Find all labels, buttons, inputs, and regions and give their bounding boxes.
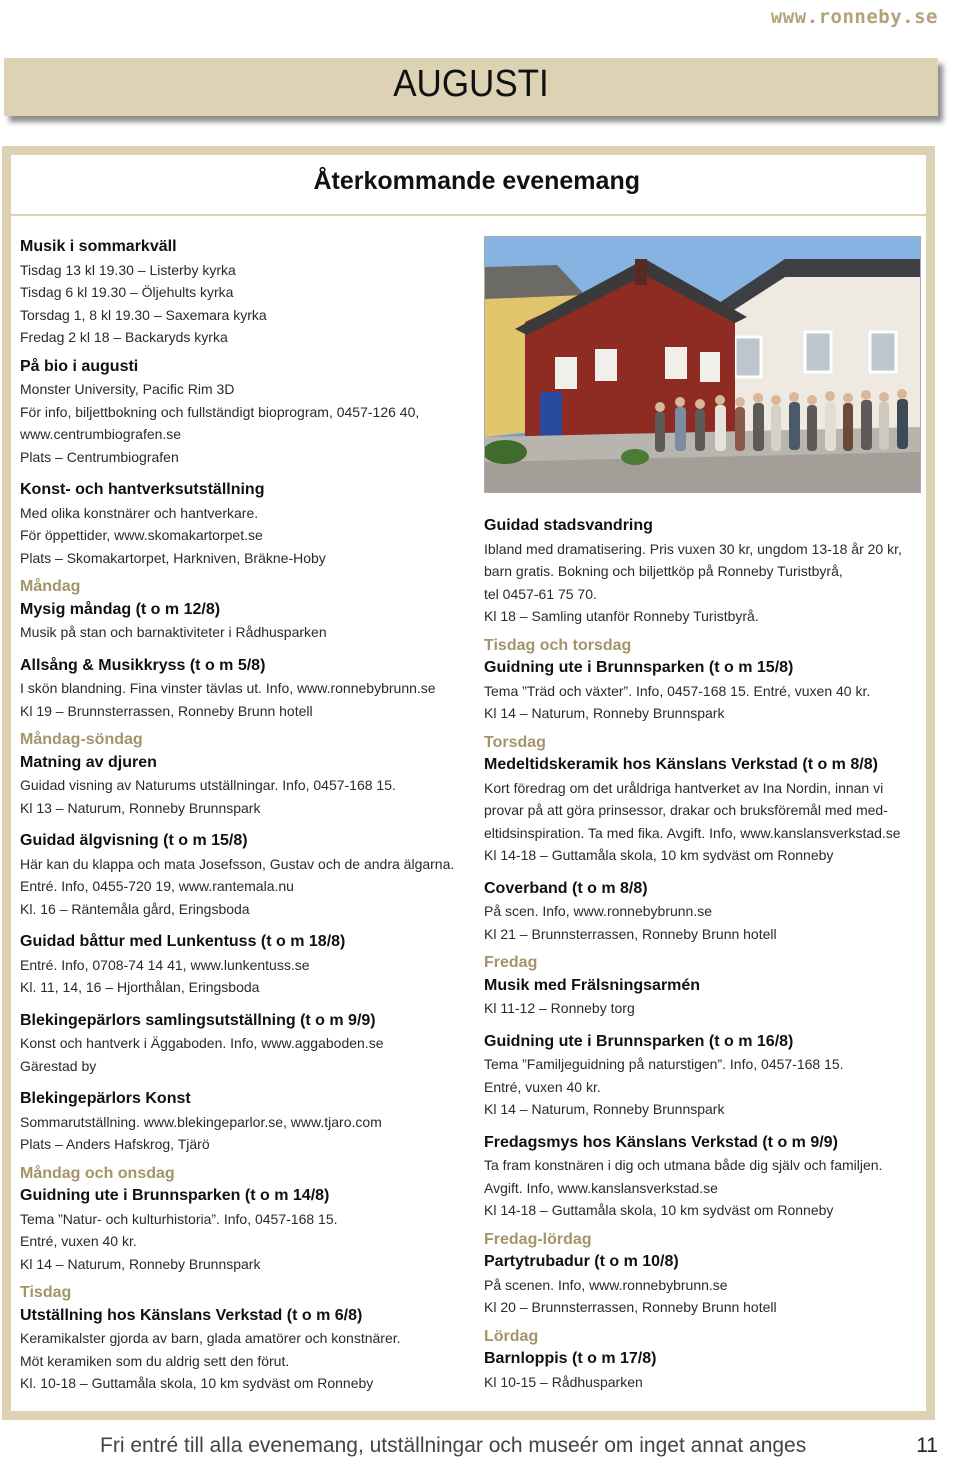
event-detail: Kl 14 – Naturum, Ronneby Brunnspark (484, 705, 725, 721)
event-detail: Kl 14-18 – Guttamåla skola, 10 km sydväst om Ronneby (484, 1202, 834, 1218)
event-detail: Kl 13 – Naturum, Ronneby Brunnspark (20, 799, 261, 816)
event-detail: Entré, vuxen 40 kr. (484, 1078, 601, 1095)
event-title: Guidning ute i Brunnsparken (t o m 16/8) (484, 1032, 794, 1050)
event-title: På bio i augusti (20, 357, 139, 375)
event-detail: Tema ”Familjeguidning på naturstigen”. Info, 0457-168 15. (484, 1056, 844, 1072)
event-detail: Entré. Info, 0708-74 14 41, www.lunkentuss.se (20, 956, 310, 973)
event-detail: Kl 21 – Brunnsterrassen, Ronneby Brunn hotell (484, 925, 777, 942)
spacer (20, 1275, 470, 1282)
event-detail: För öppettider, www.skomakartorpet.se (20, 527, 263, 543)
spacer (484, 628, 924, 635)
spacer (20, 819, 470, 830)
footer-note: Fri entré till alla evenemang, utställningar och museér om inget annat anges (100, 1434, 807, 1457)
event-title: Mysig måndag (t o m 12/8) (20, 600, 221, 618)
event-detail: Kl 18 – Samling utanför Ronneby Turistbyrå. (484, 608, 759, 624)
event-title: Partytrubadur (t o m 10/8) (484, 1253, 679, 1270)
event-detail: tel 0457-61 75 70. (484, 585, 597, 602)
guided-walk-photo (484, 236, 921, 493)
event-title: Guidning ute i Brunnsparken (t o m 15/8) (484, 659, 794, 676)
day-heading: Måndag-söndag (20, 731, 143, 748)
event-detail: För info, biljettbokning och fullständigt bioprogram, 0457-126 40, (20, 403, 420, 420)
event-detail: Konst och hantverk i Äggaboden. Info, www.aggaboden.se (20, 1035, 384, 1051)
left-column (20, 236, 470, 1395)
day-heading: Torsdag (484, 733, 546, 751)
event-detail: eltidsinspiration. Ta med fika. Avgift. Info, www.kanslansverkstad.se (484, 824, 901, 841)
event-detail: Tema ”Natur- och kulturhistoria”. Info, 0457-168 15. (20, 1210, 338, 1227)
event-title: Matning av djuren (20, 753, 157, 771)
spacer (484, 1020, 924, 1031)
event-detail: Torsdag 1, 8 kl 19.30 – Saxemara kyrka (20, 306, 267, 323)
event-detail: Keramikalster gjorda av barn, glada amatörer och konstnärer. (20, 1330, 401, 1346)
event-title: Utställning hos Känslans Verkstad (t o m 6/8) (20, 1306, 363, 1324)
spacer (484, 725, 924, 732)
event-title: Allsång & Musikkryss (t o m 5/8) (20, 656, 266, 674)
event-title: Konst- och hantverksutställning (20, 481, 265, 498)
event-detail: Kl. 10-18 – Guttamåla skola, 10 km sydväst om Ronneby (20, 1375, 374, 1391)
event-detail: Här kan du klappa och mata Josefsson, Gustav och de andra älgarna. (20, 855, 455, 872)
event-detail: Kl. 11, 14, 16 – Hjorthålan, Eringsboda (20, 979, 260, 995)
event-detail: Entré. Info, 0455-720 19, www.rantemala.nu (20, 878, 294, 894)
event-detail: Ta fram konstnären i dig och utmana både dig själv och familjen. (484, 1157, 883, 1173)
spacer (20, 722, 470, 729)
event-detail: Musik på stan och barnaktiviteter i Rådhusparken (20, 624, 327, 640)
event-detail: Sommarutställning. www.blekingeparlor.se, www.tjaro.com (20, 1113, 382, 1130)
event-detail: Gärestad by (20, 1057, 97, 1074)
day-heading: Tisdag (20, 1284, 72, 1301)
event-detail: Med olika konstnärer och hantverkare. (20, 504, 259, 521)
event-detail: Avgift. Info, www.kanslansverkstad.se (484, 1179, 718, 1196)
spacer (484, 1319, 924, 1326)
page-number: 11 (916, 1434, 938, 1457)
spacer (484, 945, 924, 952)
event-detail: Monster University, Pacific Rim 3D (20, 381, 235, 397)
event-detail: Plats – Anders Hafskrog, Tjärö (20, 1136, 210, 1152)
event-detail: Tisdag 6 kl 19.30 – Öljehults kyrka (20, 284, 234, 300)
event-detail: barn gratis. Bokning och biljettköp på Ronneby Turistbyrå, (484, 563, 843, 579)
photo-illustration (485, 237, 921, 493)
event-detail: Fredag 2 kl 18 – Backaryds kyrka (20, 329, 228, 345)
event-detail: På scen. Info, www.ronnebybrunn.se (484, 903, 713, 919)
event-detail: I skön blandning. Fina vinster tävlas ut. Info, www.ronnebybrunn.se (20, 680, 436, 696)
event-detail: Kl 19 – Brunnsterrassen, Ronneby Brunn hotell (20, 702, 313, 719)
spacer (484, 1121, 924, 1132)
event-detail: www.centrumbiografen.se (20, 426, 182, 442)
event-detail: provar på att göra prinsessor, drakar och bruksföremål med med- (484, 802, 888, 818)
site-url[interactable]: www.ronneby.se (770, 6, 938, 28)
event-detail: Kl 10-15 – Rådhusparken (484, 1373, 643, 1390)
day-heading: Måndag och onsdag (20, 1164, 175, 1182)
day-heading: Måndag (20, 578, 81, 595)
event-detail: Kl 14-18 – Guttamåla skola, 10 km sydväst om Ronneby (484, 847, 834, 863)
event-title: Guidad båttur med Lunkentuss (t o m 18/8) (20, 933, 346, 950)
event-detail: Möt keramiken som du aldrig sett den förut. (20, 1352, 290, 1369)
spacer (484, 1222, 924, 1229)
day-heading: Fredag-lördag (484, 1230, 592, 1248)
day-heading: Tisdag och torsdag (484, 636, 632, 654)
event-title: Medeltidskeramik hos Känslans Verkstad (t o m 8/8) (484, 756, 878, 773)
event-detail: Kort föredrag om det uråldriga hantverket av Ina Nordin, innan vi (484, 779, 884, 796)
spacer (20, 1156, 470, 1163)
section-title: Återkommande evenemang (313, 167, 640, 195)
right-column (484, 515, 924, 1393)
spacer (20, 569, 470, 576)
event-detail: Plats – Skomakartorpet, Harkniven, Bräkne-Hoby (20, 549, 326, 566)
event-title: Coverband (t o m 8/8) (484, 879, 648, 897)
event-detail: Tema ”Träd och växter”. Info, 0457-168 15. Entré, vuxen 40 kr. (484, 682, 871, 699)
event-title: Musik i sommarkväll (20, 238, 177, 255)
event-title: Musik med Frälsningsarmén (484, 976, 701, 994)
spacer (20, 349, 470, 356)
month-title: AUGUSTI (393, 62, 549, 105)
spacer (484, 867, 924, 878)
event-title: Barnloppis (t o m 17/8) (484, 1350, 657, 1367)
event-title: Blekingepärlors samlingsutställning (t o m 9/9) (20, 1011, 376, 1029)
event-detail: Ibland med dramatisering. Pris vuxen 30 kr, ungdom 13-18 år 20 kr, (484, 540, 902, 557)
event-detail: Guidad visning av Naturums utställningar. Info, 0457-168 15. (20, 777, 396, 793)
event-detail: Kl 14 – Naturum, Ronneby Brunnspark (20, 1255, 261, 1272)
event-detail: Kl 20 – Brunnsterrassen, Ronneby Brunn hotell (484, 1299, 777, 1315)
event-title: Blekingepärlors Konst (20, 1090, 191, 1107)
event-detail: Tisdag 13 kl 19.30 – Listerby kyrka (20, 261, 236, 278)
spacer (20, 468, 470, 479)
event-detail: Kl. 16 – Räntemåla gård, Eringsboda (20, 900, 250, 917)
section-divider (11, 214, 926, 216)
day-heading: Fredag (484, 954, 538, 971)
event-detail: Plats – Centrumbiografen (20, 448, 179, 465)
event-detail: På scenen. Info, www.ronnebybrunn.se (484, 1276, 728, 1293)
spacer (20, 920, 470, 931)
event-title: Guidad älgvisning (t o m 15/8) (20, 832, 248, 849)
event-detail: Kl 11-12 – Ronneby torg (484, 1000, 635, 1016)
day-heading: Lördag (484, 1327, 539, 1345)
spacer (20, 644, 470, 655)
event-title: Guidning ute i Brunnsparken (t o m 14/8) (20, 1187, 330, 1204)
spacer (20, 999, 470, 1010)
event-title: Guidad stadsvandring (484, 517, 653, 534)
event-detail: Kl 14 – Naturum, Ronneby Brunnspark (484, 1101, 725, 1117)
spacer (20, 1077, 470, 1088)
event-title: Fredagsmys hos Känslans Verkstad (t o m 9/9) (484, 1133, 838, 1151)
event-detail: Entré, vuxen 40 kr. (20, 1233, 137, 1249)
